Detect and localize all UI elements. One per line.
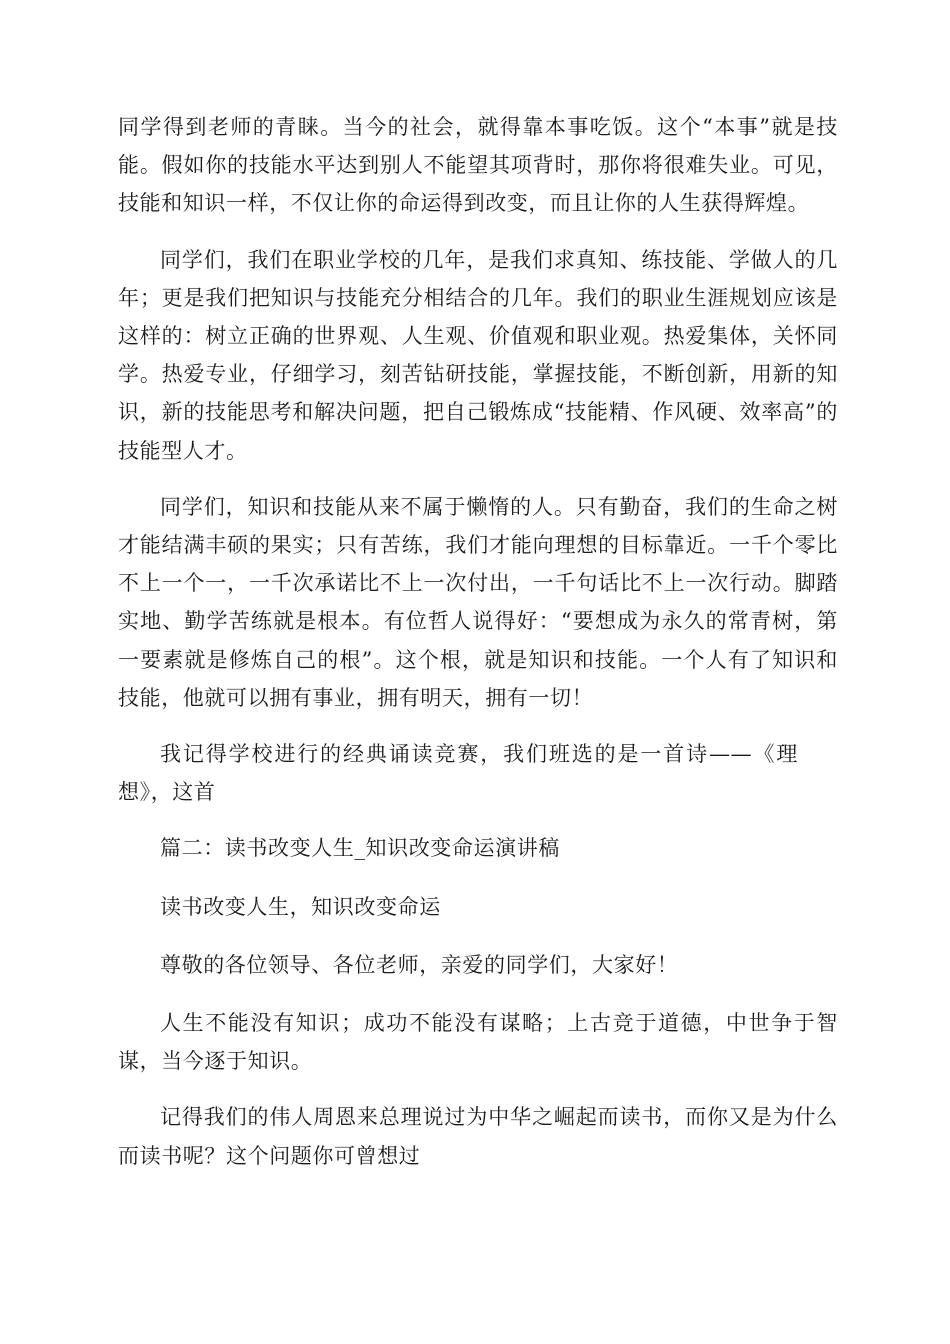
greeting: 尊敬的各位领导、各位老师，亲爱的同学们，大家好！ [160,952,679,977]
paragraph-continuation: 同学得到老师的青睐。当今的社会，就得靠本事吃饭。这个“本事”就是技能。假如你的技能水平达到别人不能望其项背时，那你将很难失业。可见，技能和知识一样，不仅让你的命运得到改变，而且让你的人生获得辉煌。 [118,115,838,216]
paragraph-knowledge: 人生不能没有知识；成功不能没有谋略；上古竞于道德，中世争于智谋，当今逐于知识。 [118,1011,838,1074]
paragraph-recitation: 我记得学校进行的经典诵读竞赛，我们班选的是一首诗——《理想》，这首 [118,742,798,805]
paragraph-zhou-enlai: 记得我们的伟人周恩来总理说过为中华之崛起而读书，而你又是为什么而读书呢？这个问题你可曾想过 [118,1105,838,1168]
section-heading: 篇二：读书改变人生_知识改变命运演讲稿 [160,836,560,861]
document-body [118,108,838,1193]
paragraph-vocational-school: 同学们，我们在职业学校的几年，是我们求真知、练技能、学做人的几年；更是我们把知识与技能充分相结合的几年。我们的职业生涯规划应该是这样的：树立正确的世界观、人生观、价值观和职业观。热爱集体，关怀同学。热爱专业，仔细学习，刻苦钻研技能，掌握技能，不断创新，用新的知识，新的技能思考和解决问题，把自己锻炼成“技能精、作风硬、效率高”的技能型人才。 [118,247,838,463]
paragraph-diligence: 同学们，知识和技能从来不属于懒惰的人。只有勤奋，我们的生命之树才能结满丰硕的果实；只有苦练，我们才能向理想的目标靠近。一千个零比不上一个一，一千次承诺比不上一次付出，一千句话比不上一次行动。脚踏实地、勤学苦练就是根本。有位哲人说得好：“要想成为永久的常青树，第一要素就是修炼自己的根”。这个根，就是知识和技能。一个人有了知识和技能，他就可以拥有事业，拥有明天，拥有一切！ [118,494,838,710]
speech-title: 读书改变人生，知识改变命运 [160,894,441,919]
